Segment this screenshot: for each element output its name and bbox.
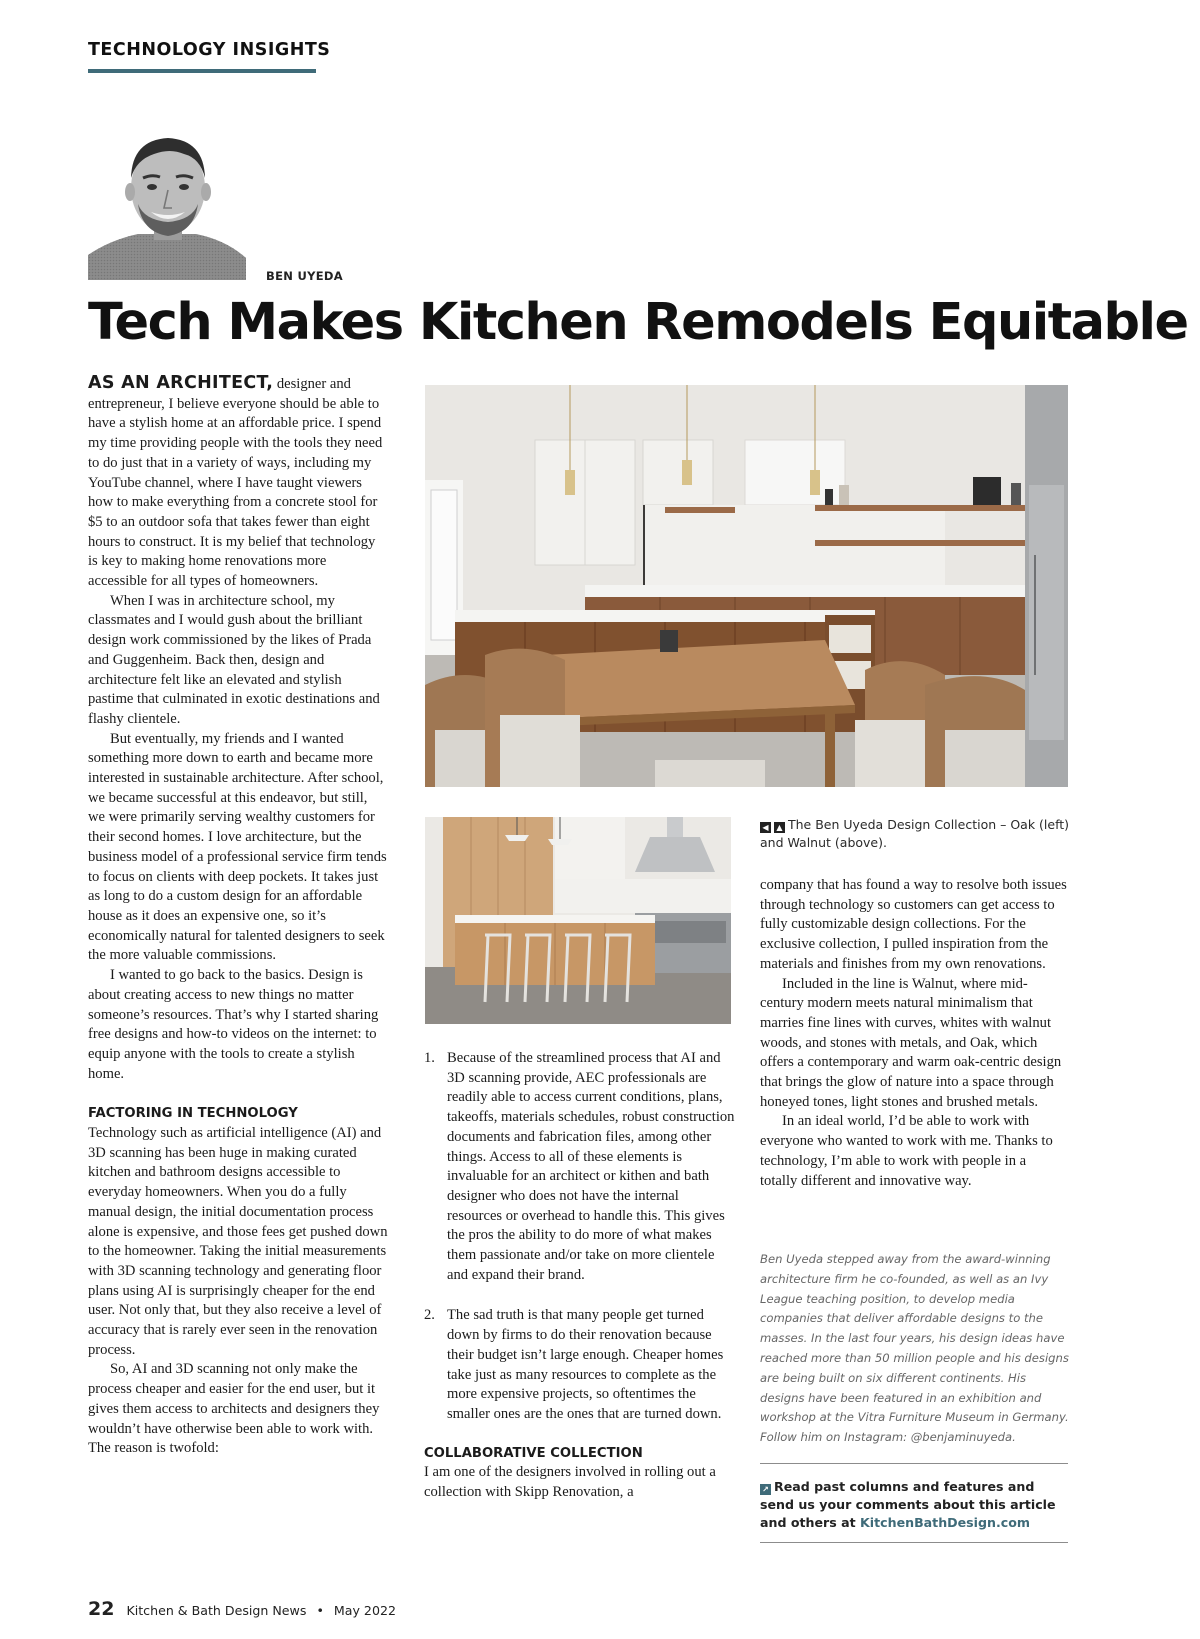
paragraph: I am one of the designers involved in rolling out a collection with Skipp Renovation, a: [424, 1464, 716, 1501]
paragraph: Technology such as artificial intelligence (AI) and 3D scanning has been huge in making curated kitchen and bathroom designs accessible to everyday homeowners. When you do a fully manual design, the initial documentation process alone is expensive, and those fees get pushed down to the homeowner. Taking the initial measurements with 3D scanning technology and generating floor plans using AI is surprisingly cheaper for the end user. Not only that, but they also receive a level of accuracy that is rarely ever seen in the renovation process.: [88, 1125, 388, 1358]
issue-date: May 2022: [333, 1603, 396, 1618]
headline: Tech Makes Kitchen Remodels Equitable: [88, 293, 1188, 352]
section-label: TECHNOLOGY INSIGHTS: [88, 40, 331, 60]
oak-kitchen-photo: [425, 817, 731, 1024]
paragraph: I wanted to go back to the basics. Design is about creating access to new things no matter someone’s resources. That’s why I started sharing free designs and how-to videos on the internet: to equip anyone with the tools to create a stylish home.: [88, 967, 379, 1082]
footer-separator: •: [316, 1603, 324, 1618]
list-item: 2. The sad truth is that many people get turned down by firms to do their renovation because their budget isn’t large enough. Cheaper homes take just as many resources to complete as the more expensive projects, so oftentimes the smaller ones are the ones that are turned down.: [424, 1307, 724, 1422]
paragraph: Included in the line is Walnut, where mid-century modern meets natural minimalism that marries fine lines with curves, whites with walnut woods, and stones with metals, and Oak, which offers a contemporary and warm oak-centric design that brings the glow of nature into a space through honeyed tones, light stones and brushed metals.: [760, 975, 1062, 1110]
walnut-kitchen-photo: [425, 385, 1068, 787]
divider: [760, 1542, 1068, 1543]
paragraph: In an ideal world, I’d be able to work with everyone who wanted to work with me. Thanks to technology, I’m able to work with people in a totally different and innovative way.: [760, 1113, 1053, 1189]
arrow-up-box-icon: ▲: [774, 822, 785, 833]
arrow-left-box-icon: ◀: [760, 822, 771, 833]
section-rule: [88, 69, 316, 73]
column-2: [424, 1049, 735, 1503]
author-portrait: [88, 130, 246, 280]
divider: [760, 1463, 1068, 1464]
lead-in: AS AN ARCHITECT,: [88, 373, 274, 393]
external-arrow-icon: ↗: [760, 1484, 771, 1495]
paragraph: So, AI and 3D scanning not only make the process cheaper and easier for the end user, but it gives them access to architects and designers they wouldn’t have otherwise been able to work with. The reason is twofold:: [88, 1361, 380, 1457]
paragraph: company that has found a way to resolve both issues through technology so customers can get access to fully customizable design collections. For the exclusive collection, I pulled inspiration from the materials and finishes from my own renovations.: [760, 877, 1067, 972]
photo-caption: ◀ ▲ The Ben Uyeda Design Collection – Oak (left) and Walnut (above).: [760, 817, 1070, 850]
website-link[interactable]: KitchenBathDesign.com: [860, 1515, 1030, 1530]
author-name: BEN UYEDA: [266, 269, 343, 283]
page-number: 22: [88, 1598, 115, 1620]
paragraph: But eventually, my friends and I wanted something more down to earth and became more interested in sustainable architecture. After school, we became successful at this endeavor, but still, we were primarily serving wealthy customers for their second homes. I love architecture, but the business model of a professional service firm tends to focus on clients with deep pockets. It takes just as long to do a custom design for an affordable house as it does an expensive one, so it’s economically natural for talented designers to seek the more valuable commissions.: [88, 730, 387, 964]
lead-paragraph: AS AN ARCHITECT, designer and entrepreneur, I believe everyone should be able to have a stylish home at an affordable price. I spend my time providing people with the tools they need to do just that in a variety of ways, including my YouTube channel, where I have taught viewers how to make everything from a concrete stool for $5 to an outdoor sofa that takes fewer than eight hours to construct. It is my belief that technology is key to making home renovations more accessible for all types of homeowners.: [88, 373, 383, 590]
paragraph: When I was in architecture school, my classmates and I would gush about the brilliant design work commissioned by the likes of Prada and Guggenheim. Back then, design and architecture felt like an elevated and stylish pastime that culminated in exotic destinations and flashy clientele.: [88, 592, 380, 727]
subhead-collaborative-collection: COLLABORATIVE COLLECTION: [424, 1445, 643, 1461]
call-to-action: ↗ Read past columns and features and send us your comments about this article and others at KitchenBathDesign.com: [760, 1479, 1056, 1530]
column-3: [760, 876, 1067, 1191]
page-footer: [88, 1598, 396, 1620]
publication-name: Kitchen & Bath Design News: [126, 1603, 307, 1618]
list-item: 1. Because of the streamlined process that AI and 3D scanning provide, AEC professionals are readily able to access current conditions, plans, takeoffs, materials schedules, robust construction documents and fabrication files, among other things. Access to all of these elements is invaluable for an architect or kithen and bath designer who does not have the internal resources or overhead to handle this. This gives the pros the ability to do more of what makes them passionate and/or take on more clientele and expand their brand.: [424, 1050, 735, 1283]
subhead-factoring-in-technology: FACTORING IN TECHNOLOGY: [88, 1106, 298, 1122]
column-1: [88, 374, 388, 1459]
author-bio: Ben Uyeda stepped away from the award-winning architecture firm he co-founded, as well as an Ivy League teaching position, to develop media companies that deliver affordable designs to the masses. In the last four years, his design ideas have reached more than 50 million people and his designs are being built on six different continents. His designs have been featured in an exhibition and workshop at the Vitra Furniture Museum in Germany. Follow him on Instagram: @benjaminuyeda.: [760, 1252, 1069, 1445]
